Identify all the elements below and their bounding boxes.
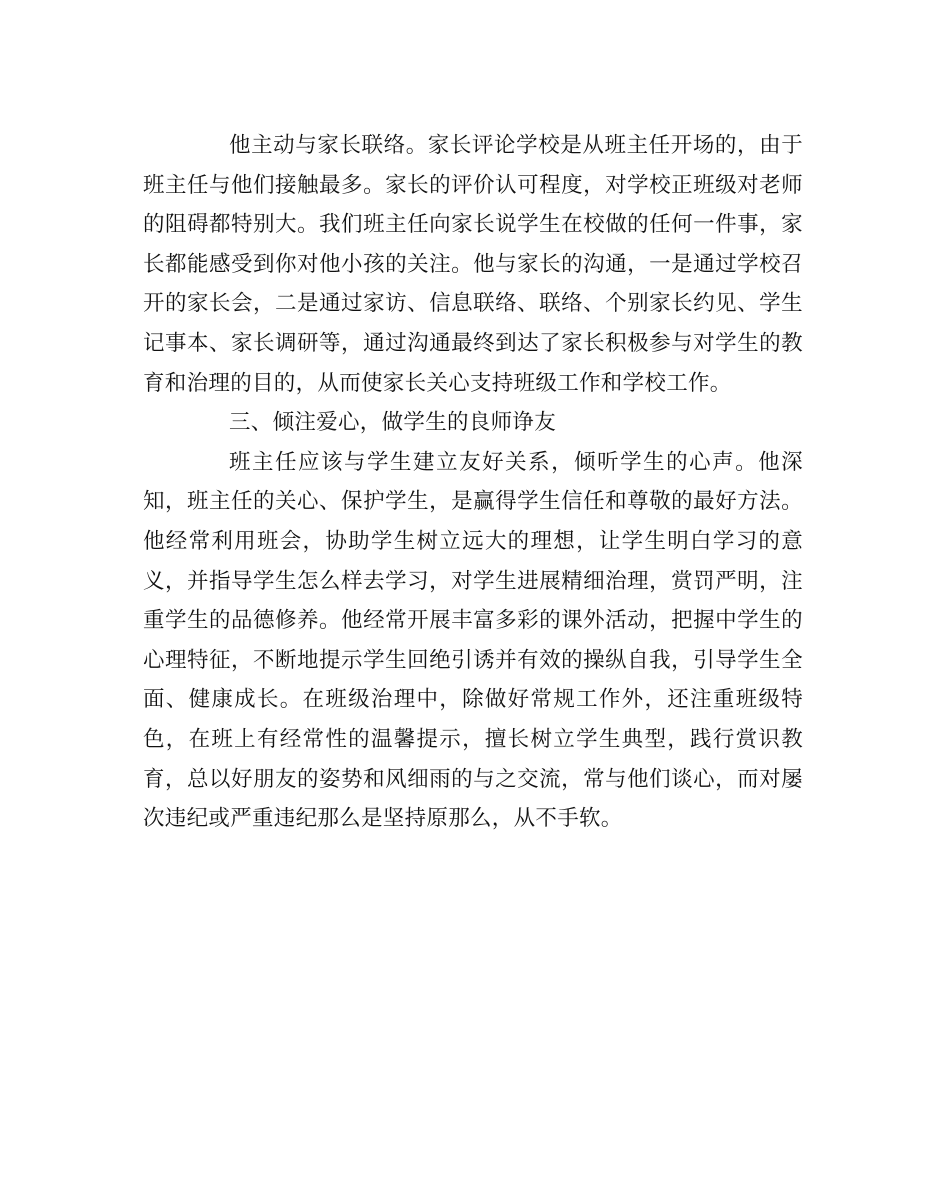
document-body — [143, 126, 803, 839]
paragraph-student-care: 班主任应该与学生建立友好关系，倾听学生的心声。他深知，班主任的关心、保护学生，是赢得学生信任和尊敬的最好方法。他经常利用班会，协助学生树立远大的理想，让学生明白学习的意义，并指导学生怎么样去学习，对学生进展精细治理，赏罚严明，注重学生的品德修养。他经常开展丰富多彩的课外活动，把握中学生的心理特征，不断地提示学生回绝引诱并有效的操纵自我，引导学生全面、健康成长。在班级治理中，除做好常规工作外，还注重班级特色，在班上有经常性的温馨提示，擅长树立学生典型，践行赏识教育，总以好朋友的姿势和风细雨的与之交流，常与他们谈心，而对屡次违纪或严重违纪那么是坚持原那么，从不手软。 — [143, 449, 803, 832]
section-heading: 三、倾注爱心，做学生的良师诤友 — [229, 410, 557, 436]
paragraph-parent-communication: 他主动与家长联络。家长评论学校是从班主任开场的，由于班主任与他们接触最多。家长的评价认可程度，对学校正班级对老师的阻碍都特别大。我们班主任向家长说学生在校做的任何一件事，家长都能感受到你对他小孩的关注。他与家长的沟通，一是通过学校召开的家长会，二是通过家访、信息联络、联络、个别家长约见、学生记事本、家长调研等，通过沟通最终到达了家长积极参与对学生的教育和治理的目的，从而使家长关心支持班级工作和学校工作。 — [143, 133, 803, 396]
